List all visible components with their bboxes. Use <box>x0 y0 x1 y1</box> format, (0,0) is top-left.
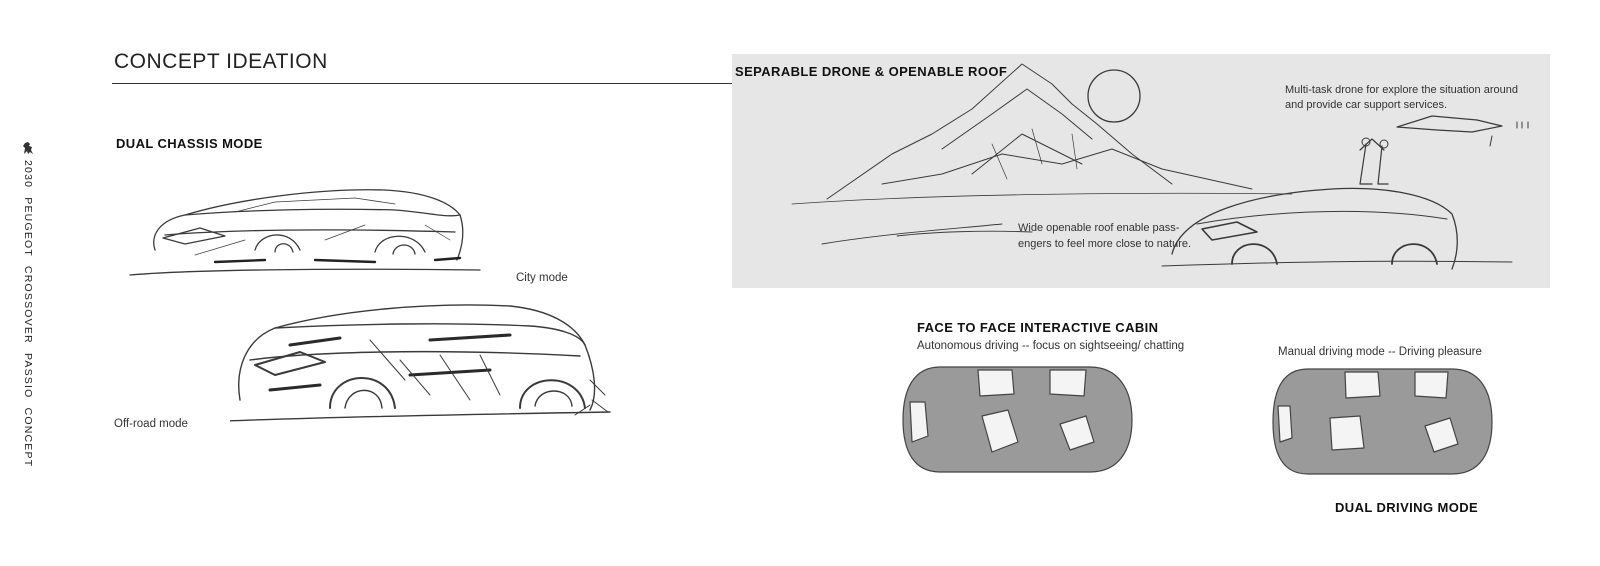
offroad-mode-sketch <box>230 300 620 430</box>
side-label: 2030 PEUGEOT CROSSOVER PASSIO CONCEPT <box>22 160 34 468</box>
offroad-mode-caption: Off-road mode <box>114 418 188 430</box>
cabin-heading: FACE TO FACE INTERACTIVE CABIN <box>917 320 1159 335</box>
drone-roof-heading: SEPARABLE DRONE & OPENABLE ROOF <box>735 64 1008 79</box>
roof-note-line1: Wide openable roof enable pass- <box>1018 222 1180 234</box>
peugeot-lion-icon <box>20 140 36 156</box>
manual-caption: Manual driving mode -- Driving pleasure <box>1278 346 1482 358</box>
title-divider <box>112 83 732 84</box>
page-title: CONCEPT IDEATION <box>114 50 328 73</box>
city-mode-caption: City mode <box>516 272 568 284</box>
cabin-layout-manual <box>1270 366 1495 478</box>
cabin-layout-autonomous <box>900 364 1135 476</box>
city-mode-sketch <box>125 180 485 285</box>
drone-note-line1: Multi-task drone for explore the situation around <box>1285 84 1518 96</box>
roof-note <box>1018 220 1191 252</box>
dual-chassis-heading: DUAL CHASSIS MODE <box>116 136 263 151</box>
dual-driving-heading: DUAL DRIVING MODE <box>1335 500 1479 515</box>
drone-note-line2: and provide car support services. <box>1285 99 1448 111</box>
autonomous-caption: Autonomous driving -- focus on sightseeing/ chatting <box>917 340 1185 352</box>
drone-note <box>1285 83 1518 113</box>
roof-note-line2: engers to feel more close to nature. <box>1018 238 1192 250</box>
